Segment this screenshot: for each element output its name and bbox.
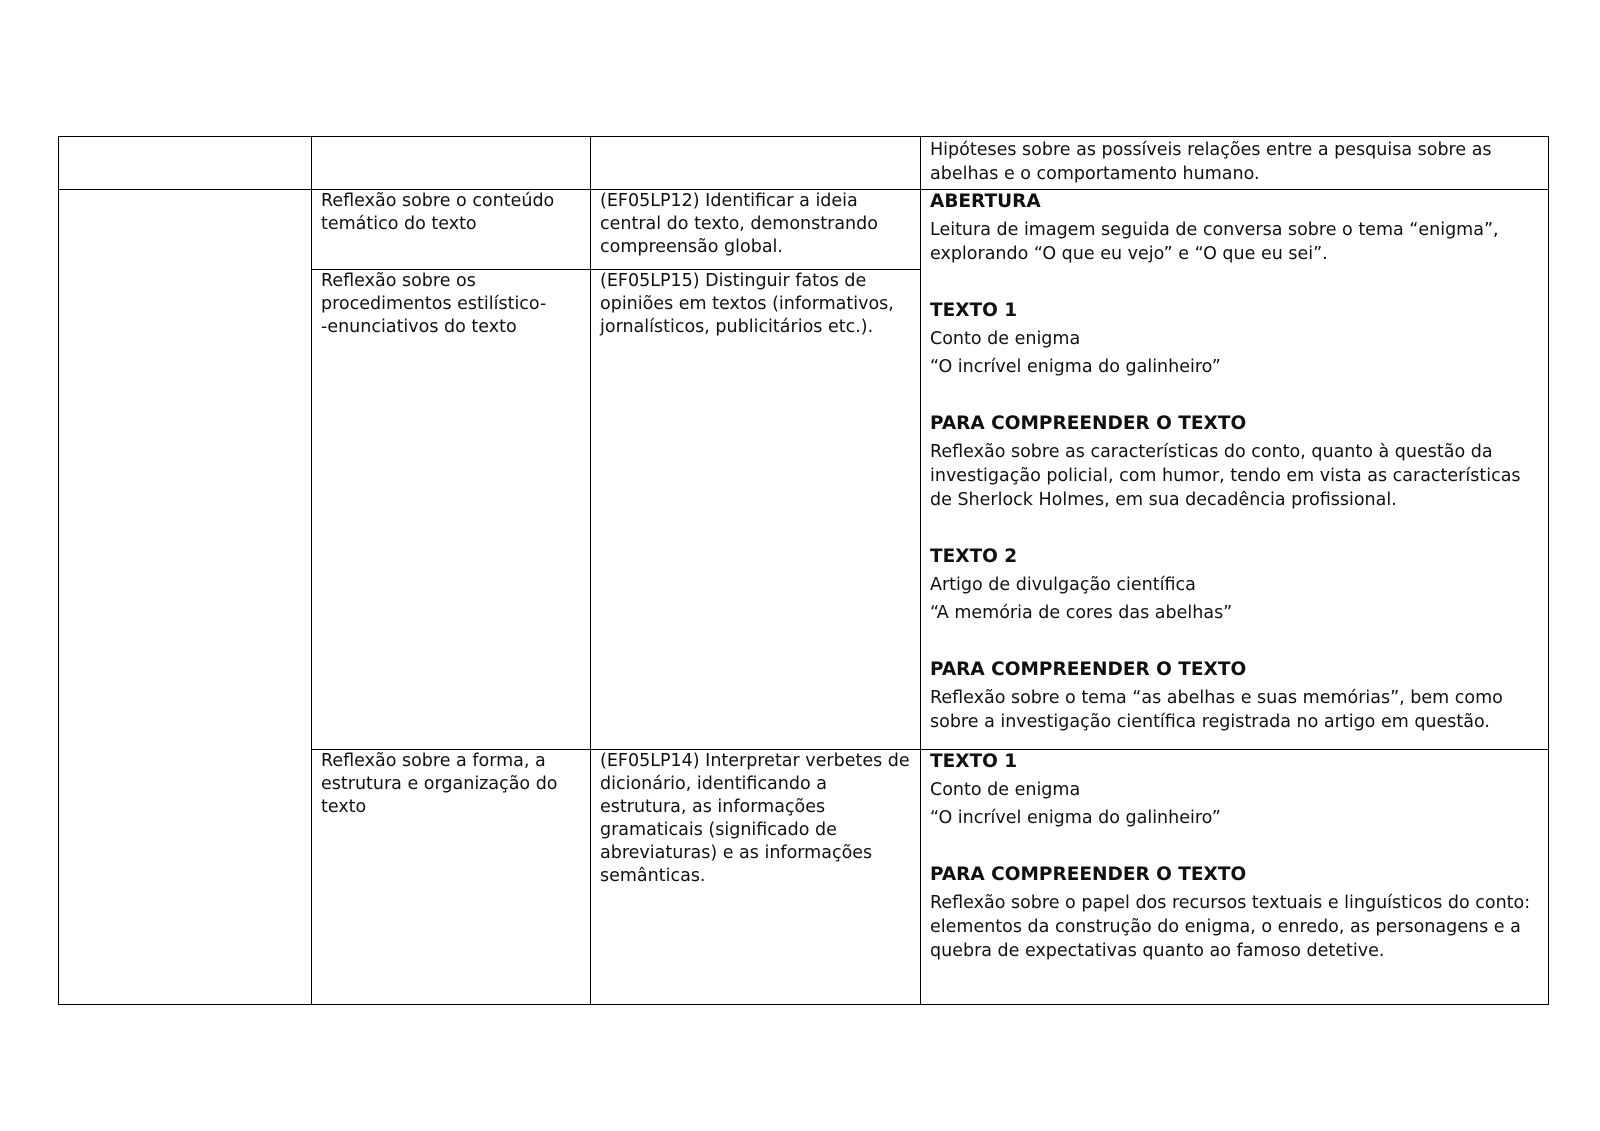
section-heading: PARA COMPREENDER O TEXTO [930, 864, 1247, 885]
table-row [59, 137, 1549, 190]
table-cell [591, 750, 921, 1005]
section-block [930, 750, 1539, 830]
skill-text: (EF05LP15) Distinguir fatos de opiniões em textos (informativos, jornalísticos, publicitários etc.). [600, 271, 894, 337]
topic-text: Reflexão sobre a forma, a estrutura e organização do texto [321, 751, 558, 817]
table-cell [591, 190, 921, 270]
table-cell [312, 137, 591, 190]
section-block [930, 190, 1539, 266]
hypothesis-text: Hipóteses sobre as possíveis relações entre a pesquisa sobre as abelhas e o comportamento humano. [930, 140, 1492, 184]
topic-text: Reflexão sobre o conteúdo temático do texto [321, 191, 555, 234]
table-cell [312, 270, 591, 750]
section-heading: ABERTURA [930, 191, 1041, 212]
section-heading: TEXTO 2 [930, 546, 1018, 567]
section-line: Artigo de divulgação científica [930, 575, 1196, 595]
skill-text: (EF05LP14) Interpretar verbetes de dicionário, identificando a estrutura, as informações gramaticais (significado de abreviaturas) e as informações semânticas. [600, 751, 910, 886]
section-heading: TEXTO 1 [930, 751, 1018, 772]
table-cell [921, 137, 1549, 190]
table-cell [591, 137, 921, 190]
skill-text: (EF05LP12) Identificar a ideia central do texto, demonstrando compreensão global. [600, 191, 878, 257]
section-block [930, 299, 1539, 379]
topic-text: Reflexão sobre os procedimentos estilístico- -enunciativos do texto [321, 271, 547, 337]
table-cell [312, 750, 591, 1005]
section-line: Conto de enigma [930, 329, 1081, 349]
table-cell [921, 190, 1549, 750]
section-line: “A memória de cores das abelhas” [930, 603, 1233, 623]
table-cell [921, 750, 1549, 1005]
section-block [930, 658, 1539, 734]
section-line: Reflexão sobre o tema “as abelhas e suas memórias”, bem como sobre a investigação científica registrada no artigo em questão. [930, 688, 1503, 732]
section-line: “O incrível enigma do galinheiro” [930, 808, 1221, 828]
table-row [59, 190, 1549, 270]
section-heading: PARA COMPREENDER O TEXTO [930, 413, 1247, 434]
table-cell [312, 190, 591, 270]
section-line: “O incrível enigma do galinheiro” [930, 357, 1221, 377]
table-cell [59, 137, 312, 190]
table-cell [591, 270, 921, 750]
section-heading: TEXTO 1 [930, 300, 1018, 321]
section-block [930, 863, 1539, 963]
section-line: Leitura de imagem seguida de conversa sobre o tema “enigma”, explorando “O que eu vejo” e “O que eu sei”. [930, 220, 1499, 264]
curriculum-table [58, 136, 1549, 1005]
section-line: Reflexão sobre as características do conto, quanto à questão da investigação policial, com humor, tendo em vista as características de Sherlock Holmes, em sua decadência profissional. [930, 442, 1521, 510]
section-block [930, 545, 1539, 625]
section-block [930, 412, 1539, 512]
table-cell [59, 190, 312, 1005]
section-line: Reflexão sobre o papel dos recursos textuais e linguísticos do conto: elementos da construção do enigma, o enredo, as personagens e a quebra de expectativas quanto ao famoso detetive. [930, 893, 1531, 961]
section-heading: PARA COMPREENDER O TEXTO [930, 659, 1247, 680]
section-line: Conto de enigma [930, 780, 1081, 800]
